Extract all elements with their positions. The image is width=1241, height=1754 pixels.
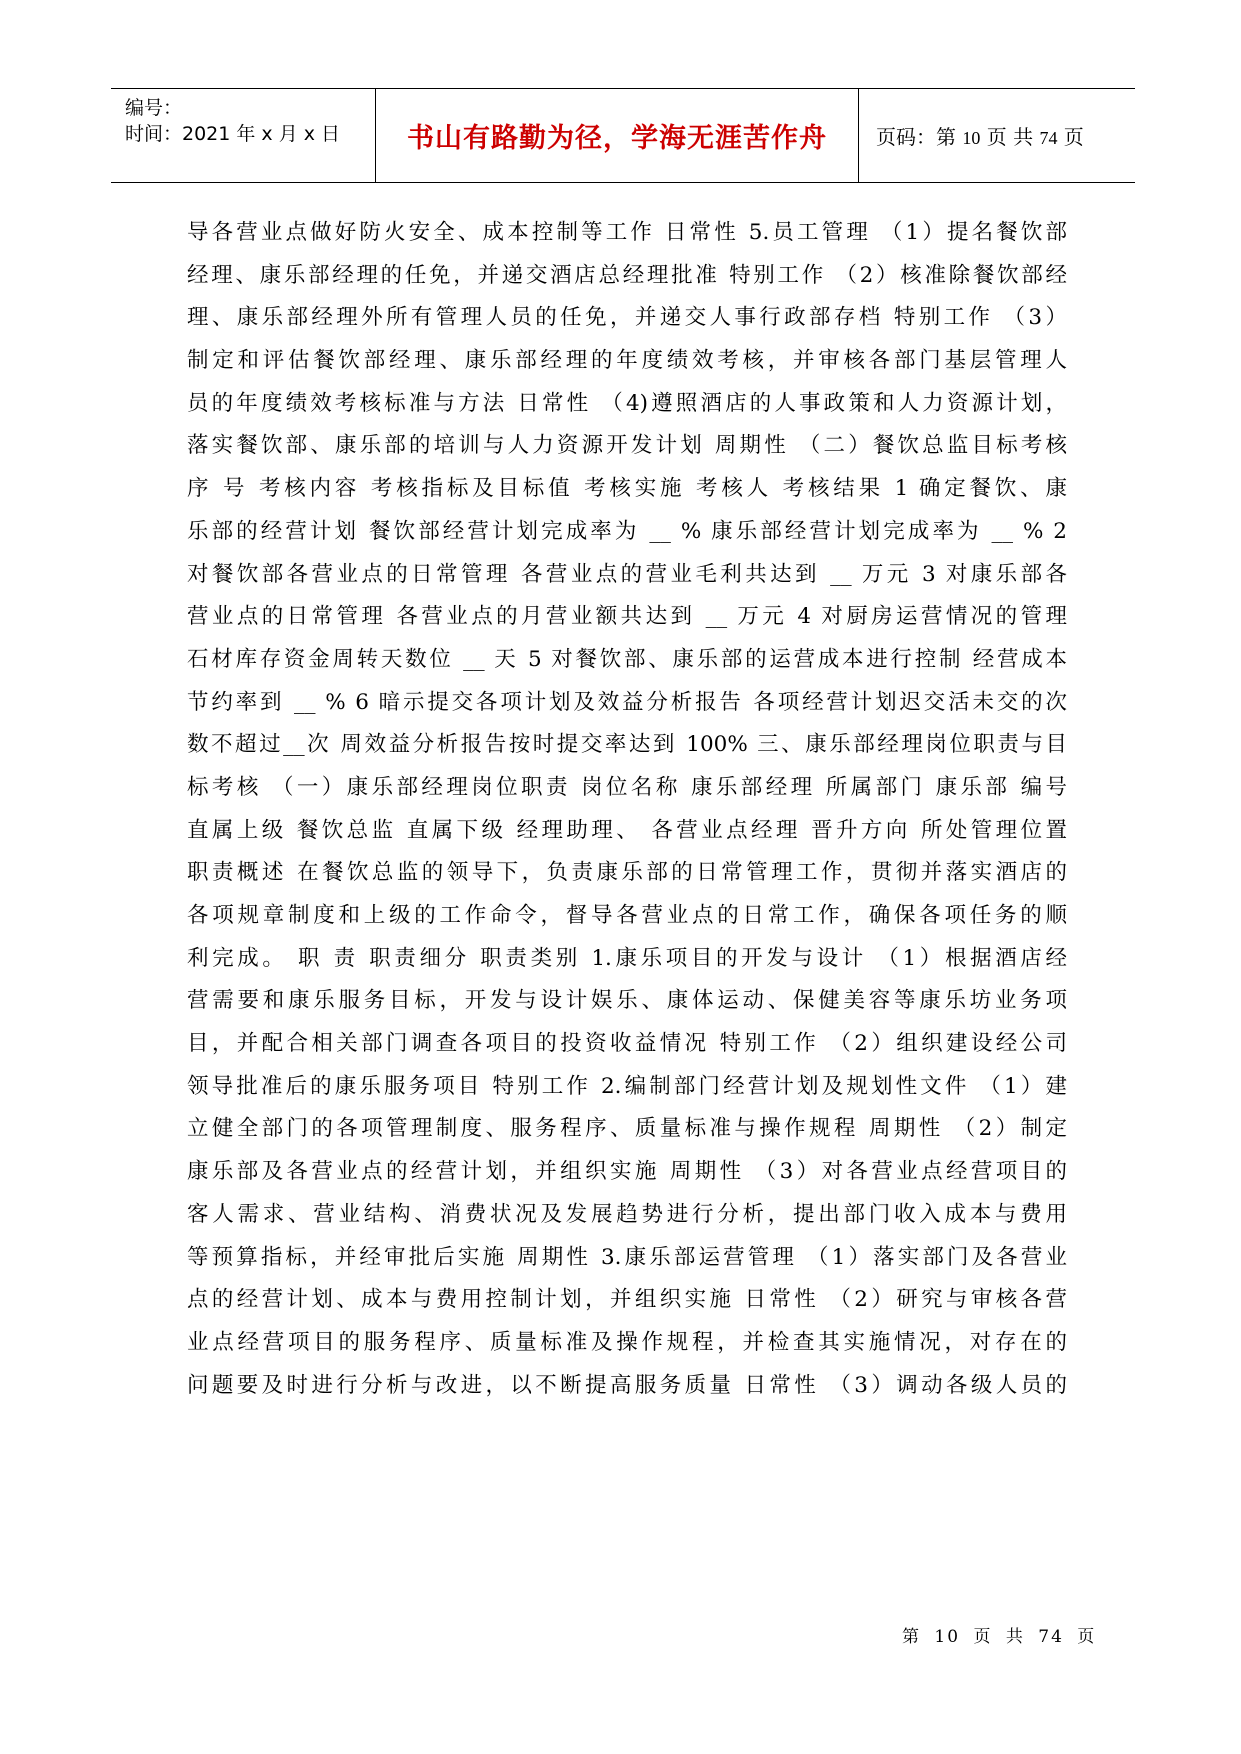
body-line: 问题要及时进行分析与改进，以不断提高服务质量 日常性 （3）调动各级人员的 (187, 1372, 1067, 1398)
body-line: 业点经营项目的服务程序、质量标准及操作规程，并检查其实施情况，对存在的 (187, 1329, 1067, 1355)
body-line: 员的年度绩效考核标准与方法 日常性 （4)遵照酒店的人事政策和人力资源计划， (187, 390, 1067, 416)
body-line: 节约率到 __ % 6 暗示提交各项计划及效益分析报告 各项经营计划迟交活未交的次 (187, 689, 1067, 715)
header-page-cell (858, 89, 1135, 182)
body-line: 数不超过__次 周效益分析报告按时提交率达到 100% 三、康乐部经理岗位职责与目 (187, 732, 1067, 758)
document-date: 时间：2021 年 x 月 x 日 (125, 123, 341, 145)
document-body (187, 212, 1067, 1407)
page-mid: 页 共 (986, 125, 1034, 149)
body-line: 标考核 （一）康乐部经理岗位职责 岗位名称 康乐部经理 所属部门 康乐部 编号 (187, 774, 1067, 800)
page-footer: 第 10 页 共 74 页 (902, 1627, 1097, 1647)
body-line: 目，并配合相关部门调查各项目的投资收益情况 特别工作 （2）组织建设经公司 (187, 1031, 1067, 1057)
body-line: 各项规章制度和上级的工作命令，督导各营业点的日常工作，确保各项任务的顺 (187, 903, 1067, 928)
page-total: 74 (1039, 128, 1058, 148)
body-line: 导各营业点做好防火安全、成本控制等工作 日常性 5.员工管理 （1）提名餐饮部 (187, 220, 1067, 245)
page-current: 10 (962, 128, 981, 148)
body-line: 营需要和康乐服务目标，开发与设计娱乐、康体运动、保健美容等康乐坊业务项 (187, 988, 1067, 1014)
body-line: 立健全部门的各项管理制度、服务程序、质量标准与操作规程 周期性 （2）制定 (187, 1116, 1067, 1142)
body-line: 制定和评估餐饮部经理、康乐部经理的年度绩效考核，并审核各部门基层管理人 (187, 348, 1067, 374)
body-line: 经理、康乐部经理的任免，并递交酒店总经理批准 特别工作 （2）核准除餐饮部经 (187, 262, 1067, 288)
document-number-label: 编号： (125, 97, 183, 119)
header-meta (111, 89, 375, 182)
body-line: 客人需求、营业结构、消费状况及发展趋势进行分析，提出部门收入成本与费用 (187, 1201, 1067, 1227)
body-line: 乐部的经营计划 餐饮部经营计划完成率为 __ % 康乐部经营计划完成率为 __ % 2 (187, 518, 1067, 544)
body-line: 石材库存资金周转天数位 __ 天 5 对餐饮部、康乐部的运营成本进行控制 经营成本 (187, 646, 1067, 672)
body-line: 点的经营计划、成本与费用控制计划，并组织实施 日常性 （2）研究与审核各营 (187, 1287, 1067, 1313)
body-line: 领导批准后的康乐服务项目 特别工作 2.编制部门经营计划及规划性文件 （1）建 (187, 1073, 1067, 1099)
body-line: 落实餐饮部、康乐部的培训与人力资源开发计划 周期性 （二）餐饮总监目标考核 (187, 433, 1067, 459)
body-line: 对餐饮部各营业点的日常管理 各营业点的营业毛利共达到 __ 万元 3 对康乐部各 (187, 561, 1067, 587)
body-line: 营业点的日常管理 各营业点的月营业额共达到 __ 万元 4 对厨房运营情况的管理 (187, 604, 1067, 630)
header-motto: 书山有路勤为径，学海无涯苦作舟 (407, 123, 827, 154)
body-line: 直属上级 餐饮总监 直属下级 经理助理、 各营业点经理 晋升方向 所处管理位置 (187, 817, 1067, 843)
body-line: 康乐部及各营业点的经营计划，并组织实施 周期性 （3）对各营业点经营项目的 (187, 1159, 1067, 1185)
body-line: 利完成。 职 责 职责细分 职责类别 1.康乐项目的开发与设计 （1）根据酒店经 (187, 945, 1067, 971)
body-line: 理、康乐部经理外所有管理人员的任免，并递交人事行政部存档 特别工作 （3） (187, 305, 1067, 331)
page-prefix: 页码：第 (876, 125, 956, 149)
body-line: 职责概述 在餐饮总监的领导下，负责康乐部的日常管理工作，贯彻并落实酒店的 (187, 860, 1067, 886)
body-line: 等预算指标，并经审批后实施 周期性 3.康乐部运营管理 （1）落实部门及各营业 (187, 1244, 1067, 1270)
header-page-number (876, 121, 1084, 150)
header-motto-cell (375, 89, 859, 182)
body-line: 序 号 考核内容 考核指标及目标值 考核实施 考核人 考核结果 1 确定餐饮、康 (187, 476, 1067, 502)
page-header (111, 88, 1135, 183)
page-suffix: 页 (1063, 125, 1084, 149)
